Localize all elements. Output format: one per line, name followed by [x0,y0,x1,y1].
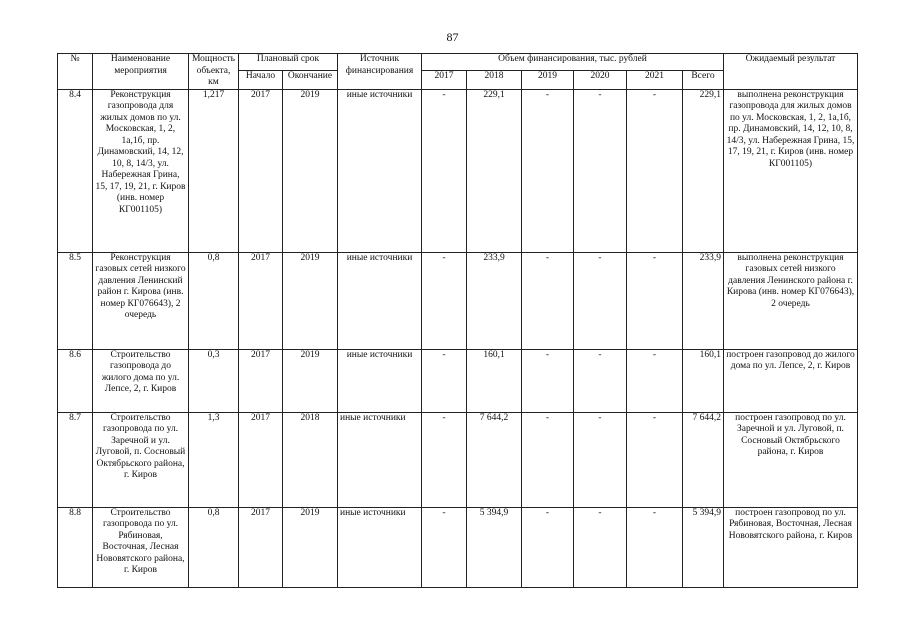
row-2020: - [574,89,627,252]
table-row [58,349,858,412]
row-start: 2017 [239,89,283,252]
header-total: Всего [683,71,724,89]
row-capacity: 0,3 [189,349,239,412]
row-2021: - [627,507,683,587]
row-name: Строительство газопровода по ул. Рябиновая, Восточная, Лесная Нововятского района, г. Киров [93,507,189,587]
row-name: Реконструкция газопровода для жилых домов по ул. Московская, 1, 2, 1а,1б, пр. Динамовский, 14, 12, 10, 8, 14/3, ул. Набережная Грина, 15, 17, 19, 21, г. Киров (инв. номер КГ001105) [93,89,189,252]
header-num: № [58,54,93,90]
row-2020: - [574,252,627,349]
header-name: Наименование мероприятия [93,54,189,90]
row-capacity: 0,8 [189,252,239,349]
header-funding: Объем финансирования, тыс. рублей [422,54,724,71]
row-2019: - [522,252,574,349]
row-2018: 7 644,2 [467,412,522,507]
row-total: 160,1 [683,349,724,412]
header-result: Ожидаемый результат [724,54,858,90]
row-result: построен газопровод до жилого дома по ул. Лепсе, 2, г. Киров [724,349,858,412]
header-start: Начало [239,71,283,89]
row-result: построен газопровод по ул. Рябиновая, Восточная, Лесная Нововятского района, г. Киров [724,507,858,587]
row-end: 2019 [283,507,338,587]
row-source: иные источники [338,349,422,412]
row-total: 233,9 [683,252,724,349]
header-capacity: Мощность объекта, км [189,54,239,90]
row-source: иные источники [338,252,422,349]
row-2021: - [627,252,683,349]
header-source: Источник финансирования [338,54,422,90]
row-2021: - [627,412,683,507]
header-year-2021: 2021 [627,71,683,89]
page-number: 87 [446,30,459,44]
header-end: Окончание [283,71,338,89]
table-row [58,89,858,252]
row-end: 2019 [283,349,338,412]
row-capacity: 0,8 [189,507,239,587]
row-result: выполнена реконструкция газовых сетей низкого давления Ленинского района г. Кирова (инв. номер КГ076643), 2 очередь [724,252,858,349]
row-source: иные источники [338,89,422,252]
row-capacity: 1,217 [189,89,239,252]
table-row [58,252,858,349]
header-year-2017: 2017 [422,71,467,89]
table-row [58,412,858,507]
row-source: иные источники [338,412,422,507]
row-2019: - [522,349,574,412]
row-num: 8.7 [58,412,93,507]
header-year-2019: 2019 [522,71,574,89]
row-2017: - [422,349,467,412]
row-num: 8.8 [58,507,93,587]
header-year-2020: 2020 [574,71,627,89]
row-2018: 5 394,9 [467,507,522,587]
row-num: 8.6 [58,349,93,412]
row-2021: - [627,89,683,252]
row-name: Реконструкция газовых сетей низкого давления Ленинский район г. Кирова (инв. номер КГ076643), 2 очередь [93,252,189,349]
row-2017: - [422,507,467,587]
header-year-2018: 2018 [467,71,522,89]
row-2018: 233,9 [467,252,522,349]
financing-table [57,53,858,588]
row-2017: - [422,412,467,507]
row-2017: - [422,89,467,252]
row-2020: - [574,412,627,507]
row-2019: - [522,412,574,507]
row-source: иные источники [338,507,422,587]
row-result: выполнена реконструкция газопровода для жилых домов по ул. Московская, 1, 2, 1а,1б, пр. Динамовский, 14, 12, 10, 8, 14/3, ул. Набережная Грина, 15, 17, 19, 21, г. Киров (инв. номер КГ001105) [724,89,858,252]
row-2020: - [574,349,627,412]
row-start: 2017 [239,412,283,507]
row-2019: - [522,89,574,252]
table-row [58,507,858,587]
row-2021: - [627,349,683,412]
header-period: Плановый срок [239,54,338,71]
row-end: 2018 [283,412,338,507]
row-2019: - [522,507,574,587]
row-total: 229,1 [683,89,724,252]
row-start: 2017 [239,349,283,412]
row-end: 2019 [283,252,338,349]
row-2017: - [422,252,467,349]
row-end: 2019 [283,89,338,252]
row-start: 2017 [239,507,283,587]
row-start: 2017 [239,252,283,349]
row-2018: 160,1 [467,349,522,412]
row-2020: - [574,507,627,587]
row-num: 8.4 [58,89,93,252]
row-2018: 229,1 [467,89,522,252]
row-name: Строительство газопровода до жилого дома по ул. Лепсе, 2, г. Киров [93,349,189,412]
row-capacity: 1,3 [189,412,239,507]
row-total: 7 644,2 [683,412,724,507]
row-result: построен газопровод по ул. Заречной и ул. Луговой, п. Сосновый Октябрьского района, г. Киров [724,412,858,507]
row-total: 5 394,9 [683,507,724,587]
header-row-top [58,54,858,71]
row-num: 8.5 [58,252,93,349]
row-name: Строительство газопровода по ул. Заречной и ул. Луговой, п. Сосновый Октябрьского района, г. Киров [93,412,189,507]
